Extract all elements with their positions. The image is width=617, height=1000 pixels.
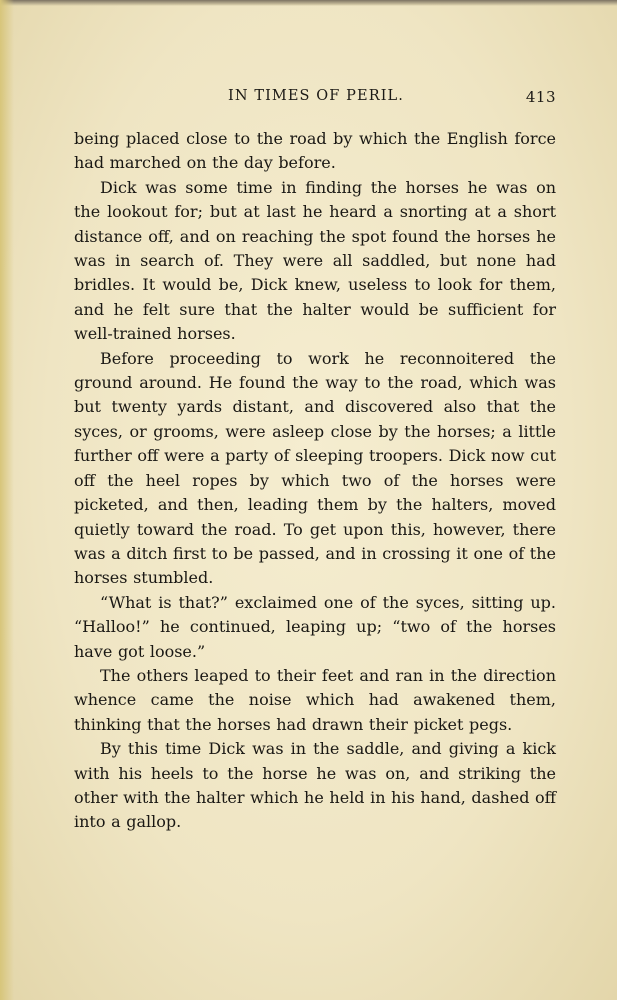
paragraph-4: “What is that?” exclaimed one of the syces, sitting up. “Halloo!” he continued, leaping up; “two of the horses have got loose.” — [74, 592, 556, 661]
running-header — [74, 88, 556, 110]
paragraph-2: Dick was some time in finding the horses he was on the lookout for; but at last he heard a snorting at a short distance off, and on reaching the spot found the horses he was in search of. They were all saddled, but none had bridles. It would be, Dick knew, useless to look for them, and he felt sure that the halter would be sufficient for well-trained horses. — [74, 177, 556, 344]
page-left-edge — [0, 0, 14, 1000]
paragraph-3: Before proceeding to work he reconnoitered the ground around. He found the way to the road, which was but twenty yards distant, and discovered also that the syces, or grooms, were asleep close by the horses; a little further off were a party of sleeping troopers. Dick now cut off the heel ropes by which two of the horses were picketed, and then, leading them by the halters, moved quietly toward the road. To get upon this, however, there was a ditch first to be passed, and in crossing it one of the horses stumbled. — [74, 348, 556, 588]
paragraph-1: being placed close to the road by which the English force had marched on the day before. — [74, 129, 556, 173]
body-text — [74, 127, 556, 835]
page-number: 413 — [525, 88, 556, 106]
paragraph-6: By this time Dick was in the saddle, and giving a kick with his heels to the horse he was on, and striking the other with the halter which he held in his hand, dashed off into a gallop. — [74, 739, 557, 832]
page-top-edge — [0, 0, 617, 6]
paragraph-5: The others leaped to their feet and ran in the direction whence came the noise which had awakened them, thinking that the horses had drawn their picket pegs. — [74, 665, 556, 734]
running-title: IN TIMES OF PERIL. — [228, 88, 404, 104]
